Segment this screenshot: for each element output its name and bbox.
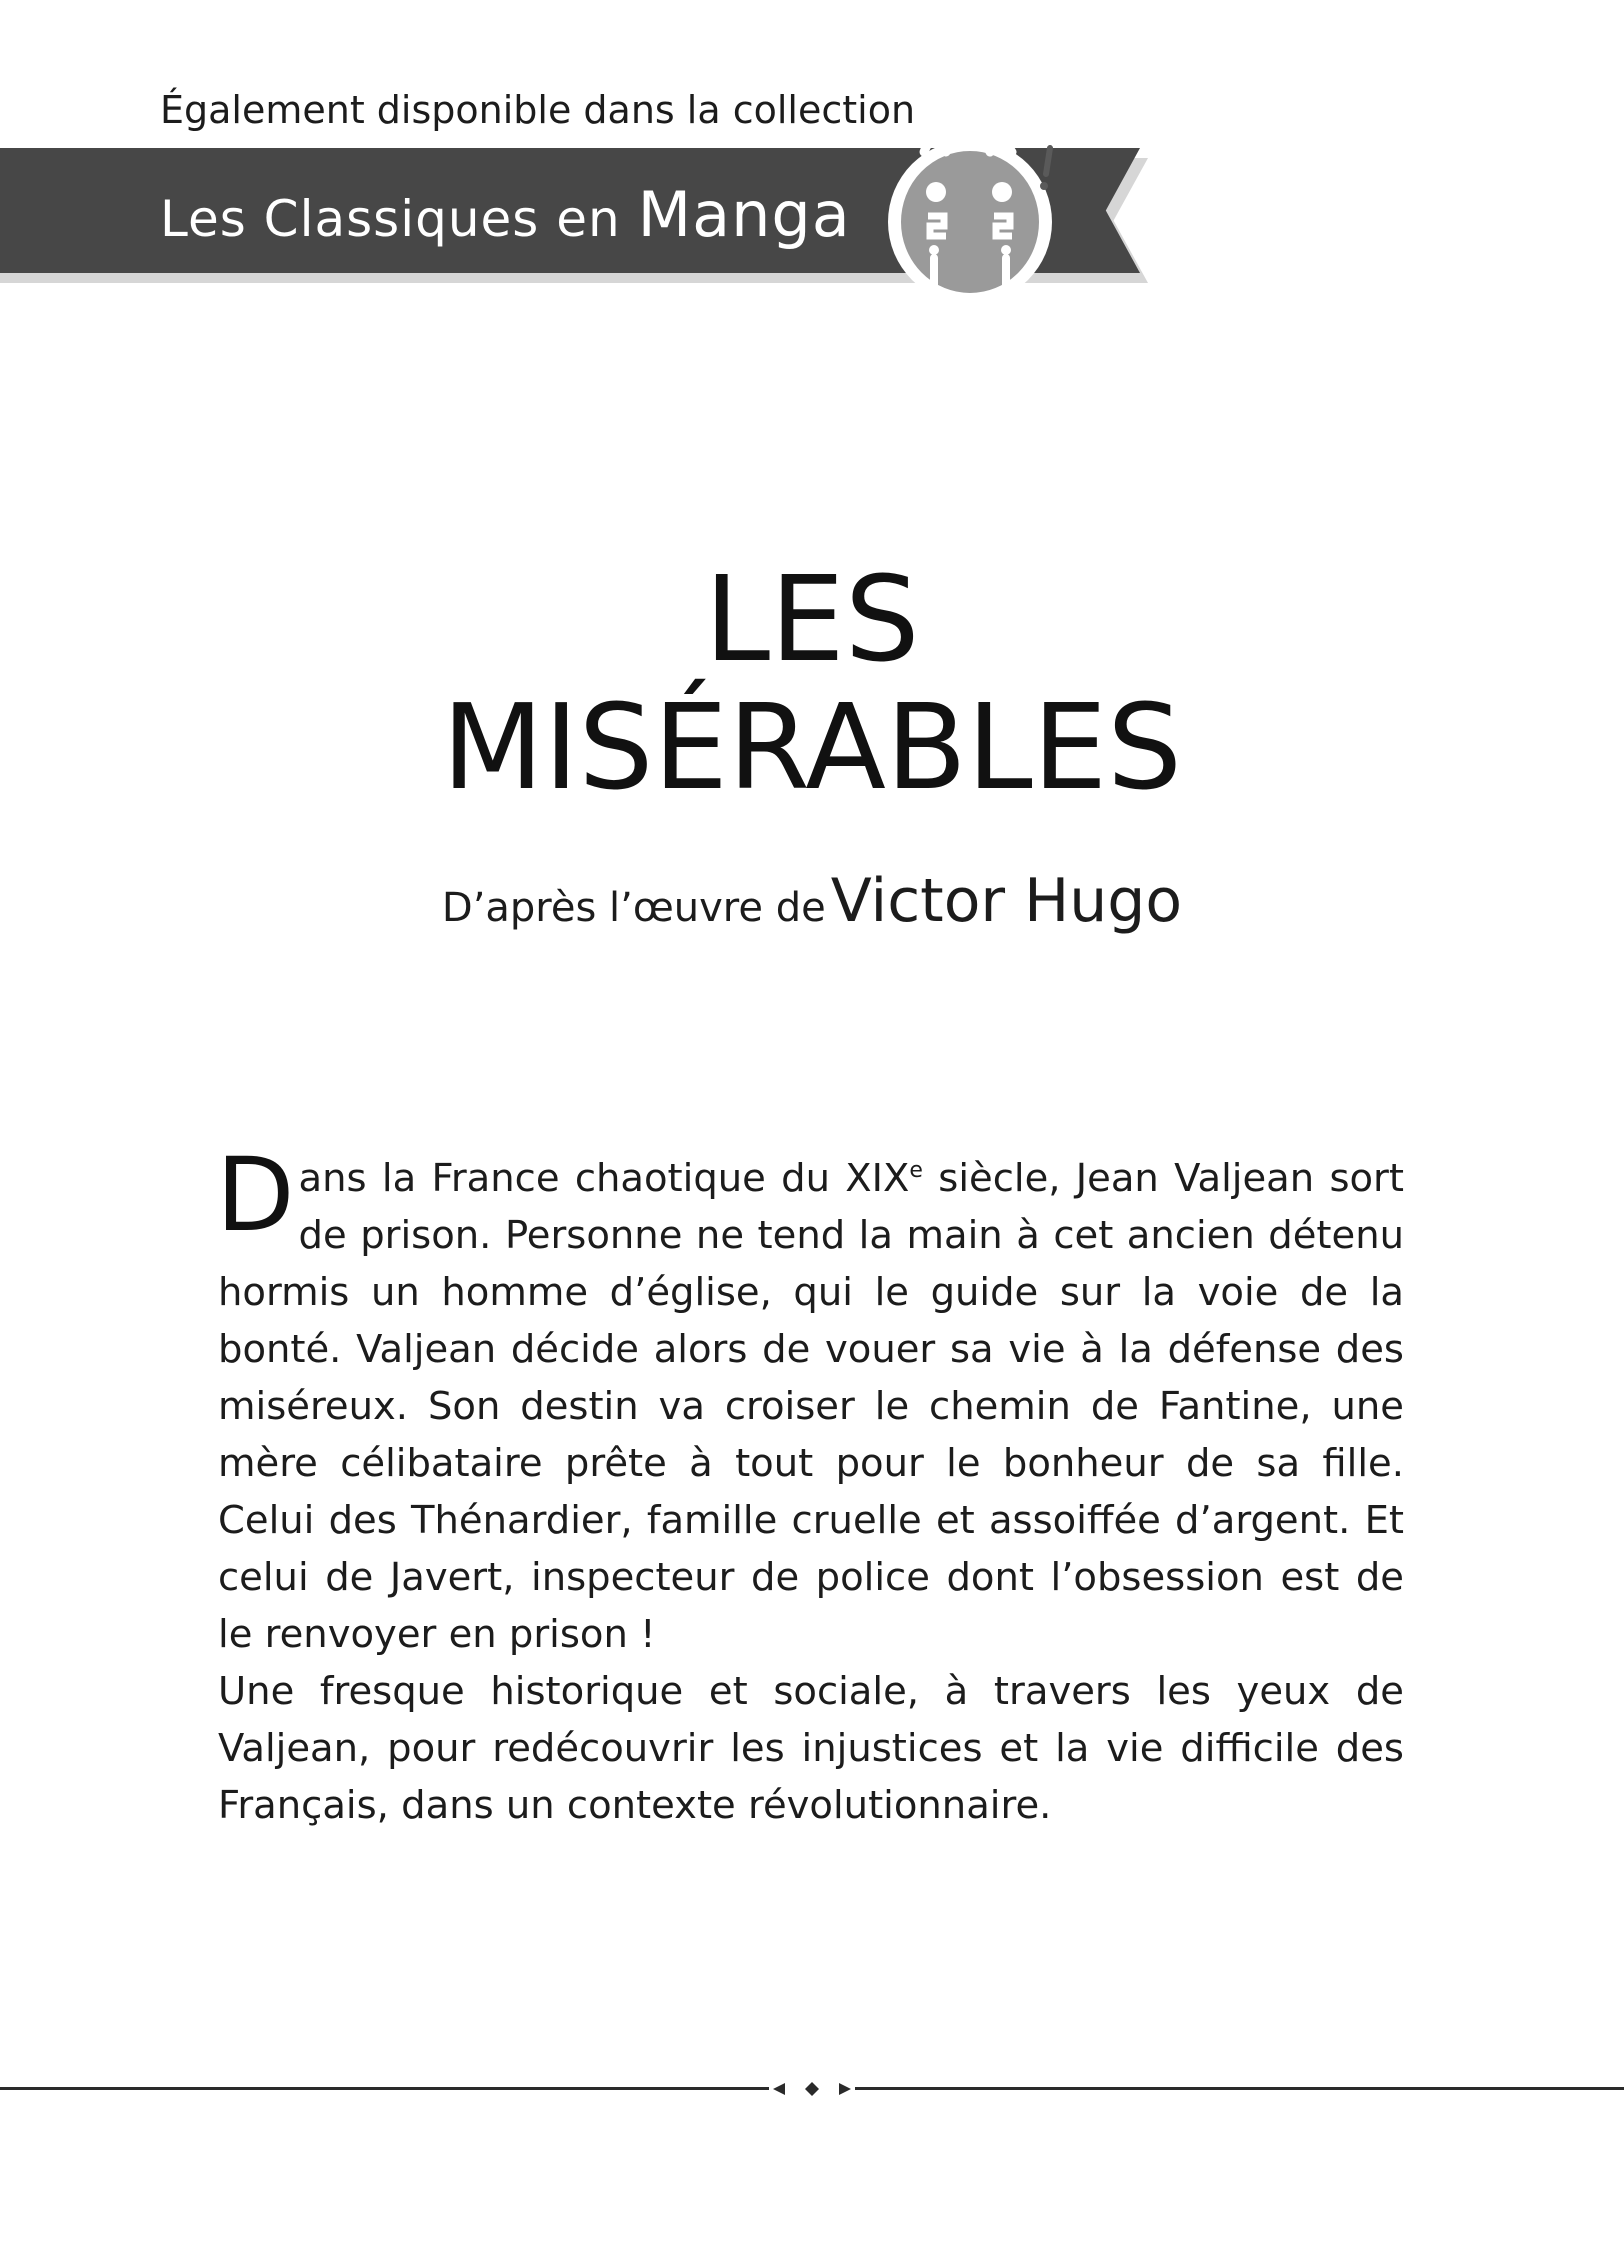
title-line-2: MISÉRABLES bbox=[441, 678, 1183, 816]
series-name: Manga bbox=[637, 178, 851, 251]
title-line-1: LES bbox=[704, 550, 920, 688]
century-superscript: e bbox=[909, 1158, 923, 1184]
summary-paragraph-2: Une fresque historique et sociale, à travers les yeux de Valjean, pour redécouvrir les injustices et la vie difficile des Français, dans un contexte révolutionnaire. bbox=[218, 1669, 1404, 1828]
book-title bbox=[0, 550, 1624, 816]
author-prefix: D’après l’œuvre de bbox=[441, 885, 826, 931]
summary-paragraph-1 bbox=[216, 1136, 1404, 1663]
drop-cap: D bbox=[216, 1136, 295, 1255]
author-credit bbox=[0, 866, 1624, 936]
mascot-face-icon bbox=[872, 118, 1072, 318]
diamond-ornament-icon bbox=[769, 2076, 855, 2102]
author-name: Victor Hugo bbox=[830, 866, 1183, 936]
paragraph-1-rest: siècle, Jean Valjean sort de prison. Personne ne tend la main à cet ancien détenu hormis un homme d’église, qui le guide sur la voie de la bonté. Valjean décide alors de vouer sa vie à la défense des miséreux. Son destin va croiser le chemin de Fantine, une mère célibataire prête à tout pour le bonheur de sa fille. Celui des Thénardier, famille cruelle et assoiffée d’argent. Et celui de Javert, inspecteur de police dont l’obsession est de le renvoyer en prison ! bbox=[218, 1156, 1404, 1657]
series-title bbox=[160, 178, 851, 251]
series-prefix: Les Classiques en bbox=[160, 190, 621, 248]
summary-text bbox=[216, 1136, 1404, 1834]
availability-text: Également disponible dans la collection bbox=[160, 88, 916, 132]
paragraph-1-start: ans la France chaotique du XIX bbox=[298, 1156, 910, 1201]
